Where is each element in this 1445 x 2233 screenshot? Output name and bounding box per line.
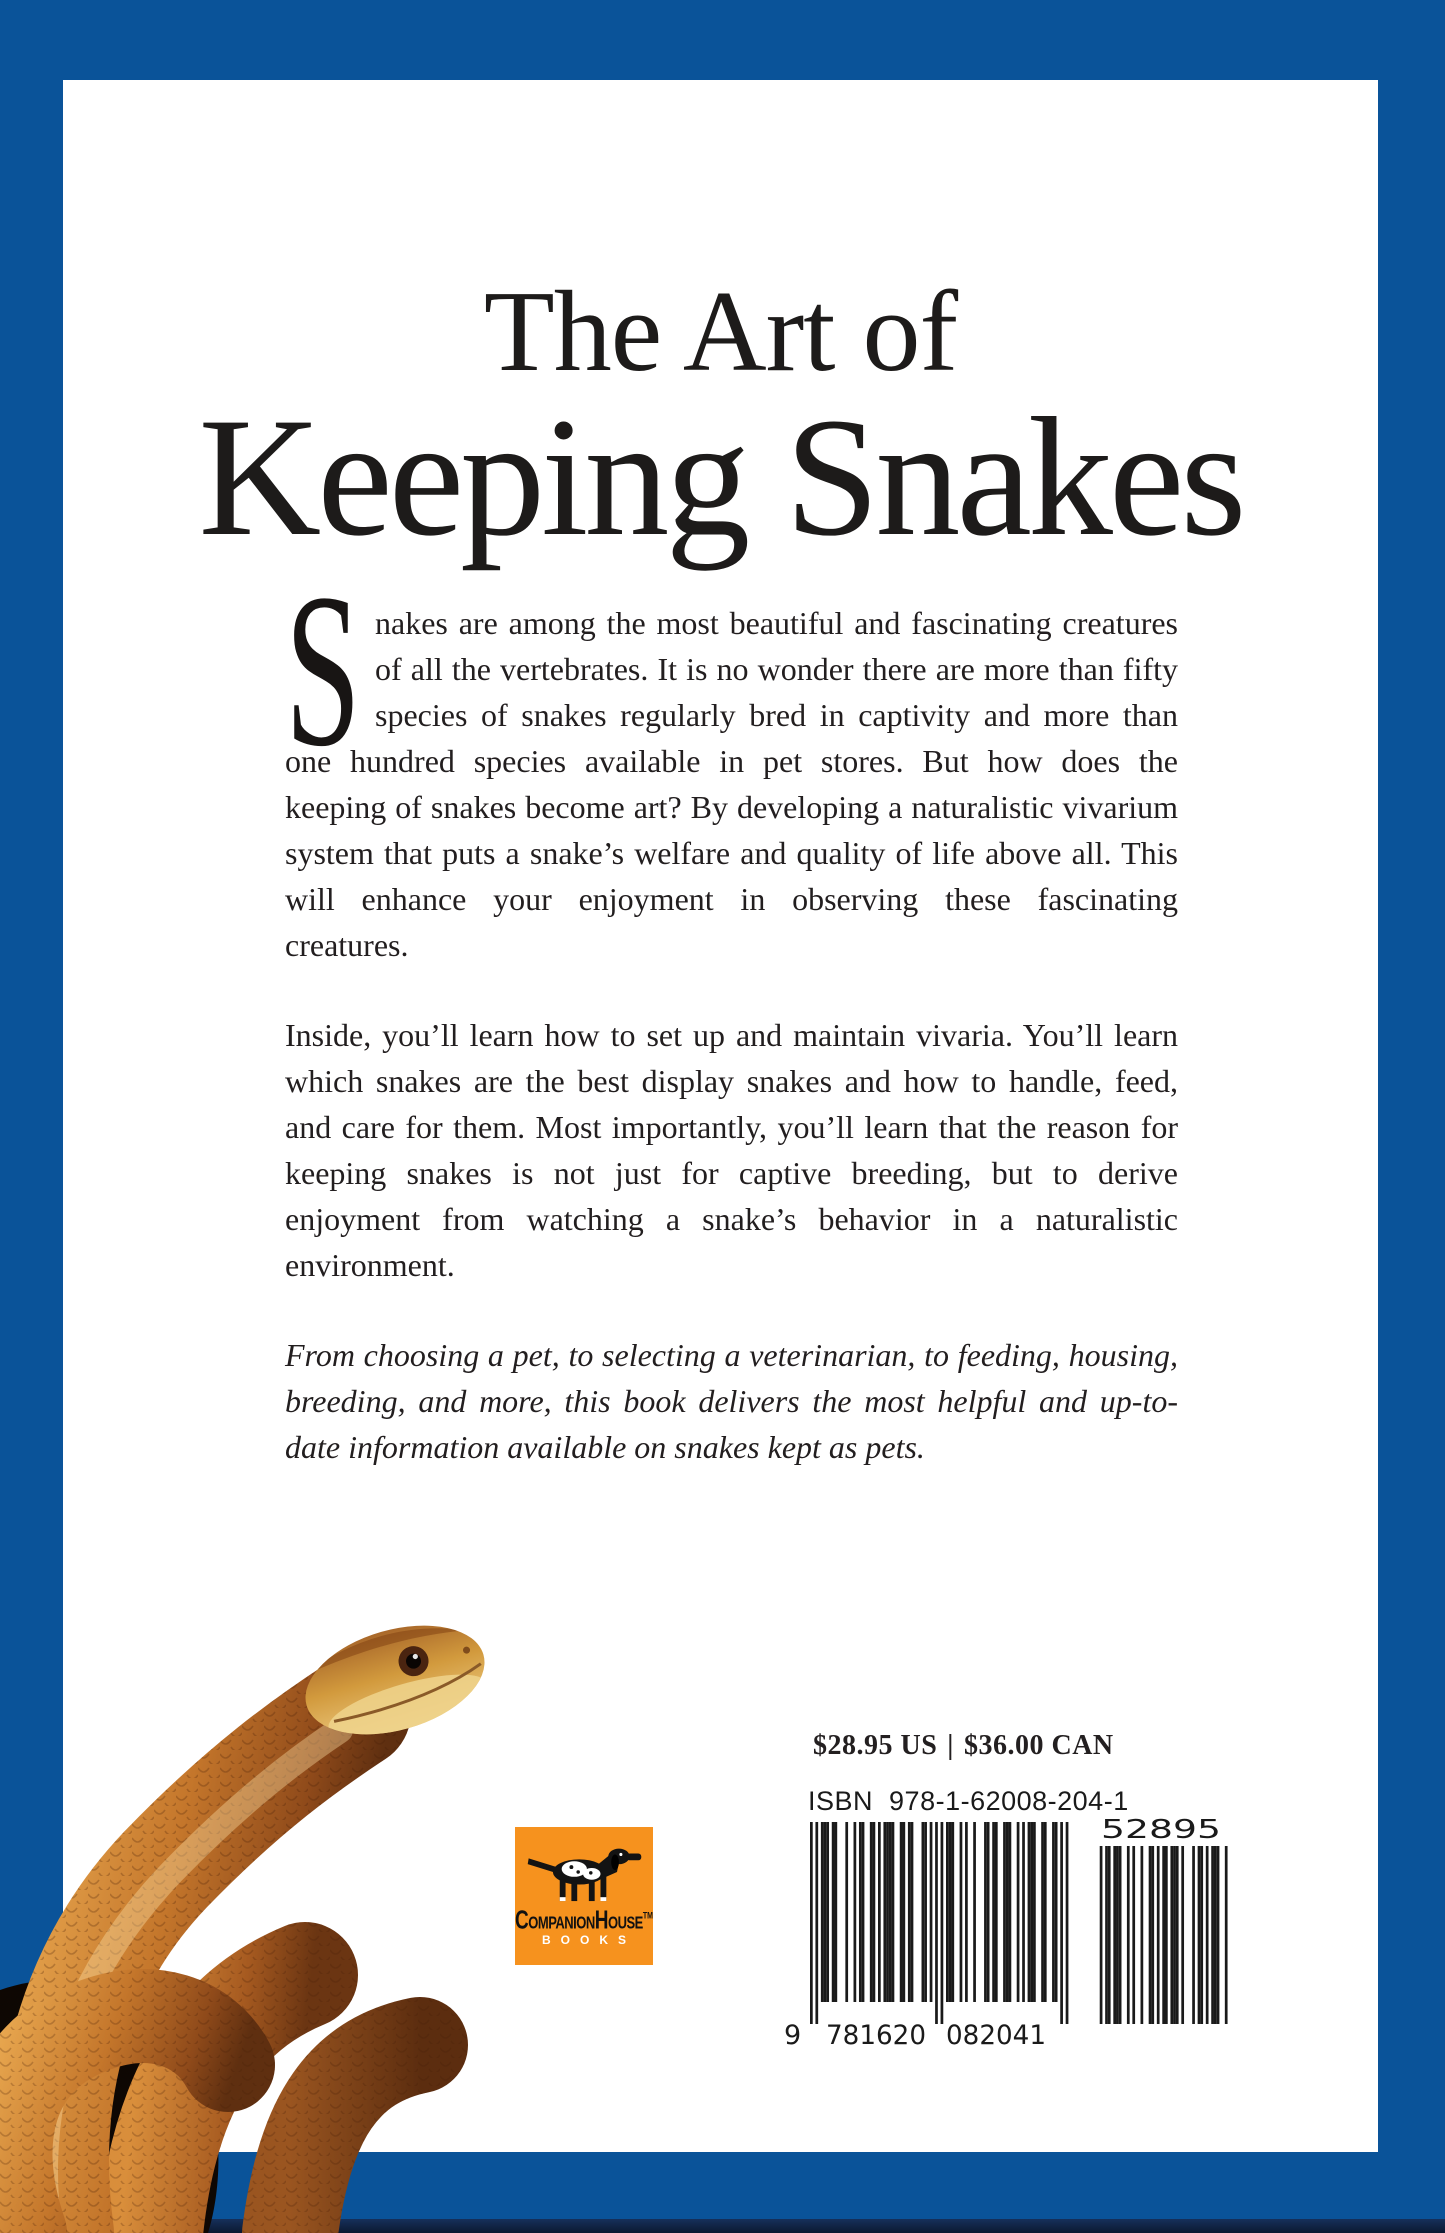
price-can: $36.00 CAN — [963, 1730, 1114, 1761]
paragraph-3-italic: From choosing a pet, to selecting a veterinarian, to feeding, housing, breeding, and more, this book delivers the most helpful and up-to-date information available on snakes kept as pets. — [285, 1337, 1178, 1465]
title-line-2: Keeping Snakes — [198, 383, 1243, 571]
ean5-bars — [1100, 1846, 1228, 2024]
price-separator: | — [947, 1730, 954, 1761]
ean13-barcode — [780, 1816, 1080, 2061]
snake-photo — [0, 1540, 500, 2233]
price-us: $28.95 US — [813, 1730, 938, 1761]
paragraph-2: Inside, you’ll learn how to set up and maintain vivaria. You’ll learn which snakes are the best display snakes and how to handle, feed, and care for them. Most importantly, you’ll learn that the reason for keeping snakes is not just for captive breeding, but to derive enjoyment from watching a snake’s behavior in a naturalistic environment. — [285, 1017, 1178, 1283]
paragraph-1 — [285, 548, 1178, 968]
isbn-barcode-block — [780, 1786, 1250, 2080]
blurb-text-block — [285, 548, 1178, 1514]
drop-cap-box — [285, 548, 367, 792]
isbn-line — [808, 1786, 1129, 1817]
publisher-imprint: BOOKS — [541, 1933, 636, 1948]
ean13-bars — [810, 1822, 1068, 2024]
title-line-1: The Art of — [483, 268, 958, 396]
paragraph-1-text: nakes are among the most beautiful and fascinating creatures of all the vertebrates. It is no wonder there are more than fifty species of snakes regularly bred in captivity and more than one hundred species available in pet stores. But how does the keeping of snakes become art? By developing a naturalistic vivarium system that puts a snake’s welfare and quality of life above all. This will enhance your enjoyment in observing these fascinating creatures. — [285, 605, 1178, 963]
barcode-first-digit: 9 — [784, 2020, 802, 2051]
isbn-number: 978-1-62008-204-1 — [889, 1786, 1129, 1816]
supplement-digits: 52895 — [1101, 1816, 1221, 1845]
barcode-left-group: 781620 — [826, 2020, 926, 2051]
ean5-supplement-barcode — [1093, 1816, 1228, 2056]
isbn-label: ISBN — [808, 1786, 874, 1816]
publisher-logo — [515, 1827, 653, 1965]
publisher-name: CompanionHouse™ — [515, 1906, 653, 1936]
trademark-symbol: TM — [642, 1911, 653, 1922]
price-line — [813, 1730, 1114, 1762]
drop-cap: S — [285, 548, 361, 792]
barcode-right-group: 082041 — [946, 2020, 1046, 2051]
pointer-dog-icon — [525, 1837, 643, 1903]
